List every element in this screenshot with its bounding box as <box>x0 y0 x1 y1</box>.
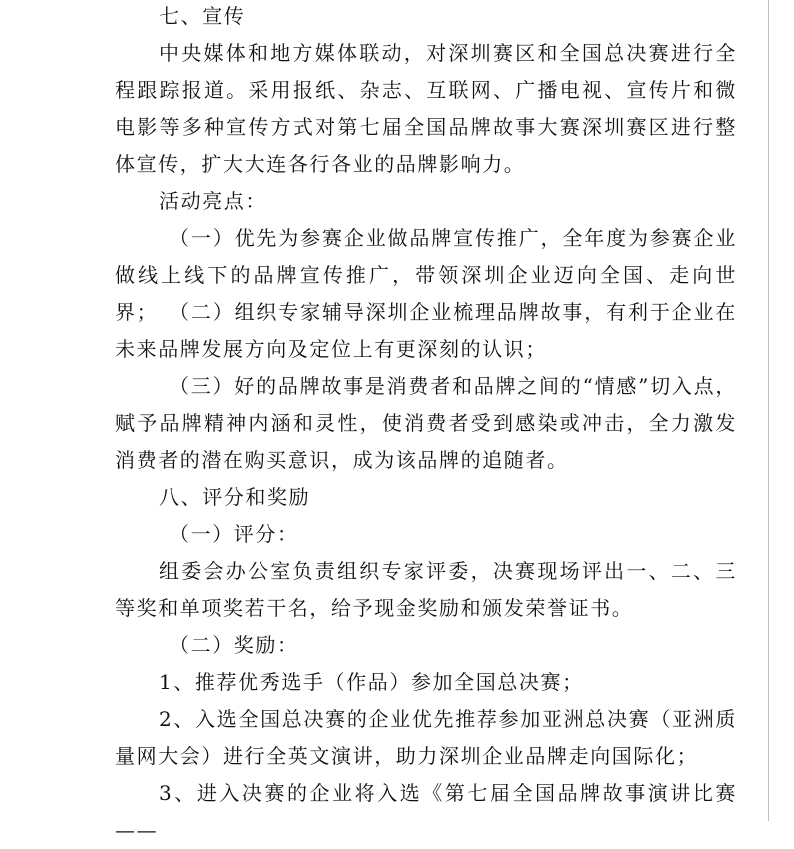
page-margin-line <box>768 0 769 821</box>
paragraph-highlight-2: （二）组织专家辅导深圳企业梳理品牌故事，有利于企业在未来品牌发展方向及定位上有更深刻的认识； <box>115 300 737 361</box>
paragraph-scoring-label: （一）评分： <box>169 522 299 546</box>
paragraph-award-3: 3、进入决赛的企业将入选《第七届全国品牌故事演讲比赛—— <box>115 781 737 842</box>
paragraph-highlight-1: （一）优先为参赛企业做品牌宣传推广，全年度为参赛企业做线上线下的品牌宣传推广，带领深圳企业迈向全国、走向世界； <box>115 226 737 324</box>
paragraph-highlight-3: （三）好的品牌故事是消费者和品牌之间的“情感”切入点，赋予品牌精神内涵和灵性，使消费者受到感染或冲击，全力激发消费者的潜在购买意识，成为该品牌的追随者。 <box>115 374 737 472</box>
paragraph-award-1: 1、推荐优秀选手（作品）参加全国总决赛； <box>159 670 584 694</box>
section-heading-publicity: 七、宣传 <box>159 4 246 28</box>
paragraph-awards-label: （二）奖励： <box>169 633 299 657</box>
paragraph-highlights-label: 活动亮点： <box>159 189 267 213</box>
paragraph-media-coverage: 中央媒体和地方媒体联动，对深圳赛区和全国总决赛进行全程跟踪报道。采用报纸、杂志、互联网、广播电视、宣传片和微电影等多种宣传方式对第七届全国品牌故事大赛深圳赛区进行整体宣传，扩大大连各行各业的品牌影响力。 <box>115 41 737 176</box>
paragraph-award-2: 2、入选全国总决赛的企业优先推荐参加亚洲总决赛（亚洲质量网大会）进行全英文演讲，助力深圳企业品牌走向国际化； <box>115 707 737 768</box>
section-heading-scoring: 八、评分和奖励 <box>159 485 311 509</box>
paragraph-scoring-detail: 组委会办公室负责组织专家评委，决赛现场评出一、二、三等奖和单项奖若干名，给予现金奖励和颁发荣誉证书。 <box>115 559 737 620</box>
